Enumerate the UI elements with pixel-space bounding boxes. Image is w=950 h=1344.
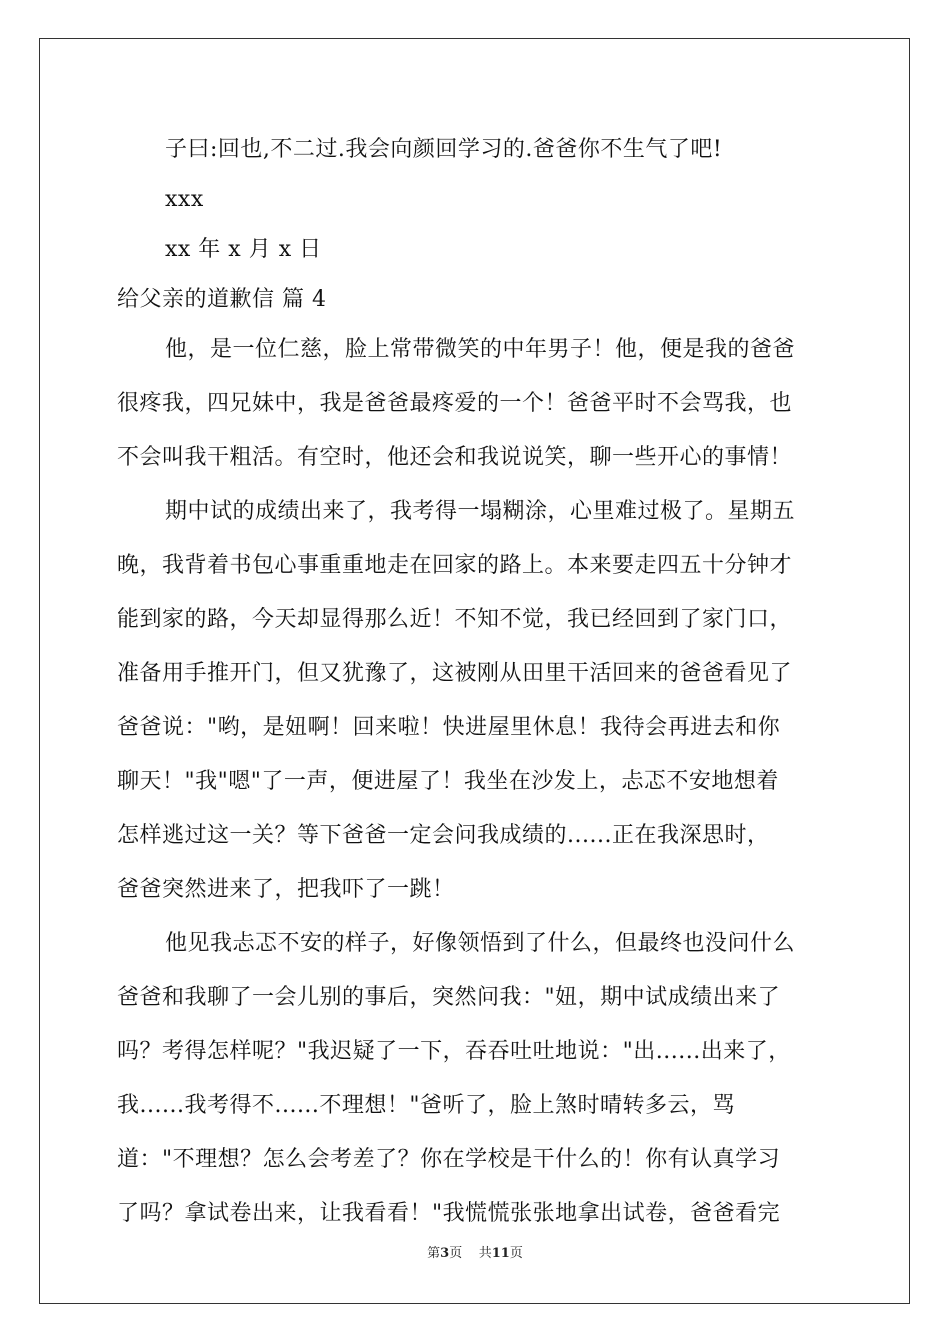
signature-date: xx 年 x 月 x 日 <box>165 237 322 262</box>
page-mid: 页 共 <box>449 1246 492 1261</box>
text-line: 子曰:回也,不二过.我会向颜回学习的.爸爸你不生气了吧! <box>165 137 723 162</box>
text-line: 怎样逃过这一关？等下爸爸一定会问我成绩的......正在我深思时， <box>117 823 770 848</box>
text-line: 聊天！"我"嗯"了一声，便进屋了！我坐在沙发上，忐忑不安地想着 <box>117 769 779 794</box>
text-line: 吗？考得怎样呢？"我迟疑了一下，吞吞吐吐地说："出......出来了， <box>117 1039 791 1064</box>
page-number <box>0 1242 950 1261</box>
text-line: 很疼我，四兄妹中，我是爸爸最疼爱的一个！爸爸平时不会骂我，也 <box>117 391 793 416</box>
text-line: 准备用手推开门，但又犹豫了，这被刚从田里干活回来的爸爸看见了 <box>117 661 793 686</box>
page-suffix: 页 <box>509 1246 523 1261</box>
page-prefix: 第 <box>427 1246 441 1261</box>
text-line: 道："不理想？怎么会考差了？你在学校是干什么的！你有认真学习 <box>117 1147 781 1172</box>
text-line: 不会叫我干粗活。有空时，他还会和我说说笑，聊一些开心的事情！ <box>117 445 793 470</box>
text-line: 期中试的成绩出来了，我考得一塌糊涂，心里难过极了。星期五 <box>165 499 796 524</box>
page-current: 3 <box>440 1246 450 1261</box>
section-heading: 给父亲的道歉信 篇 4 <box>117 287 327 312</box>
signature-name: xxx <box>165 187 204 212</box>
text-line: 他见我忐忑不安的样子，好像领悟到了什么，但最终也没问什么 <box>165 931 796 956</box>
text-line: 能到家的路，今天却显得那么近！不知不觉，我已经回到了家门口， <box>117 607 793 632</box>
text-line: 我......我考得不......不理想！"爸听了，脸上煞时晴转多云，骂 <box>117 1093 736 1118</box>
text-line: 了吗？拿试卷出来，让我看看！"我慌慌张张地拿出试卷，爸爸看完 <box>117 1201 781 1226</box>
page-total: 11 <box>491 1246 510 1261</box>
text-line: 爸爸和我聊了一会儿别的事后，突然问我："妞，期中试成绩出来了 <box>117 985 781 1010</box>
text-line: 爸爸说："哟，是妞啊！回来啦！快进屋里休息！我待会再进去和你 <box>117 715 781 740</box>
text-line: 晚，我背着书包心事重重地走在回家的路上。本来要走四五十分钟才 <box>117 553 793 578</box>
text-line: 爸爸突然进来了，把我吓了一跳！ <box>117 877 455 902</box>
text-line: 他，是一位仁慈，脸上常带微笑的中年男子！他，便是我的爸爸 <box>165 337 796 362</box>
letter-body <box>117 130 837 1248</box>
